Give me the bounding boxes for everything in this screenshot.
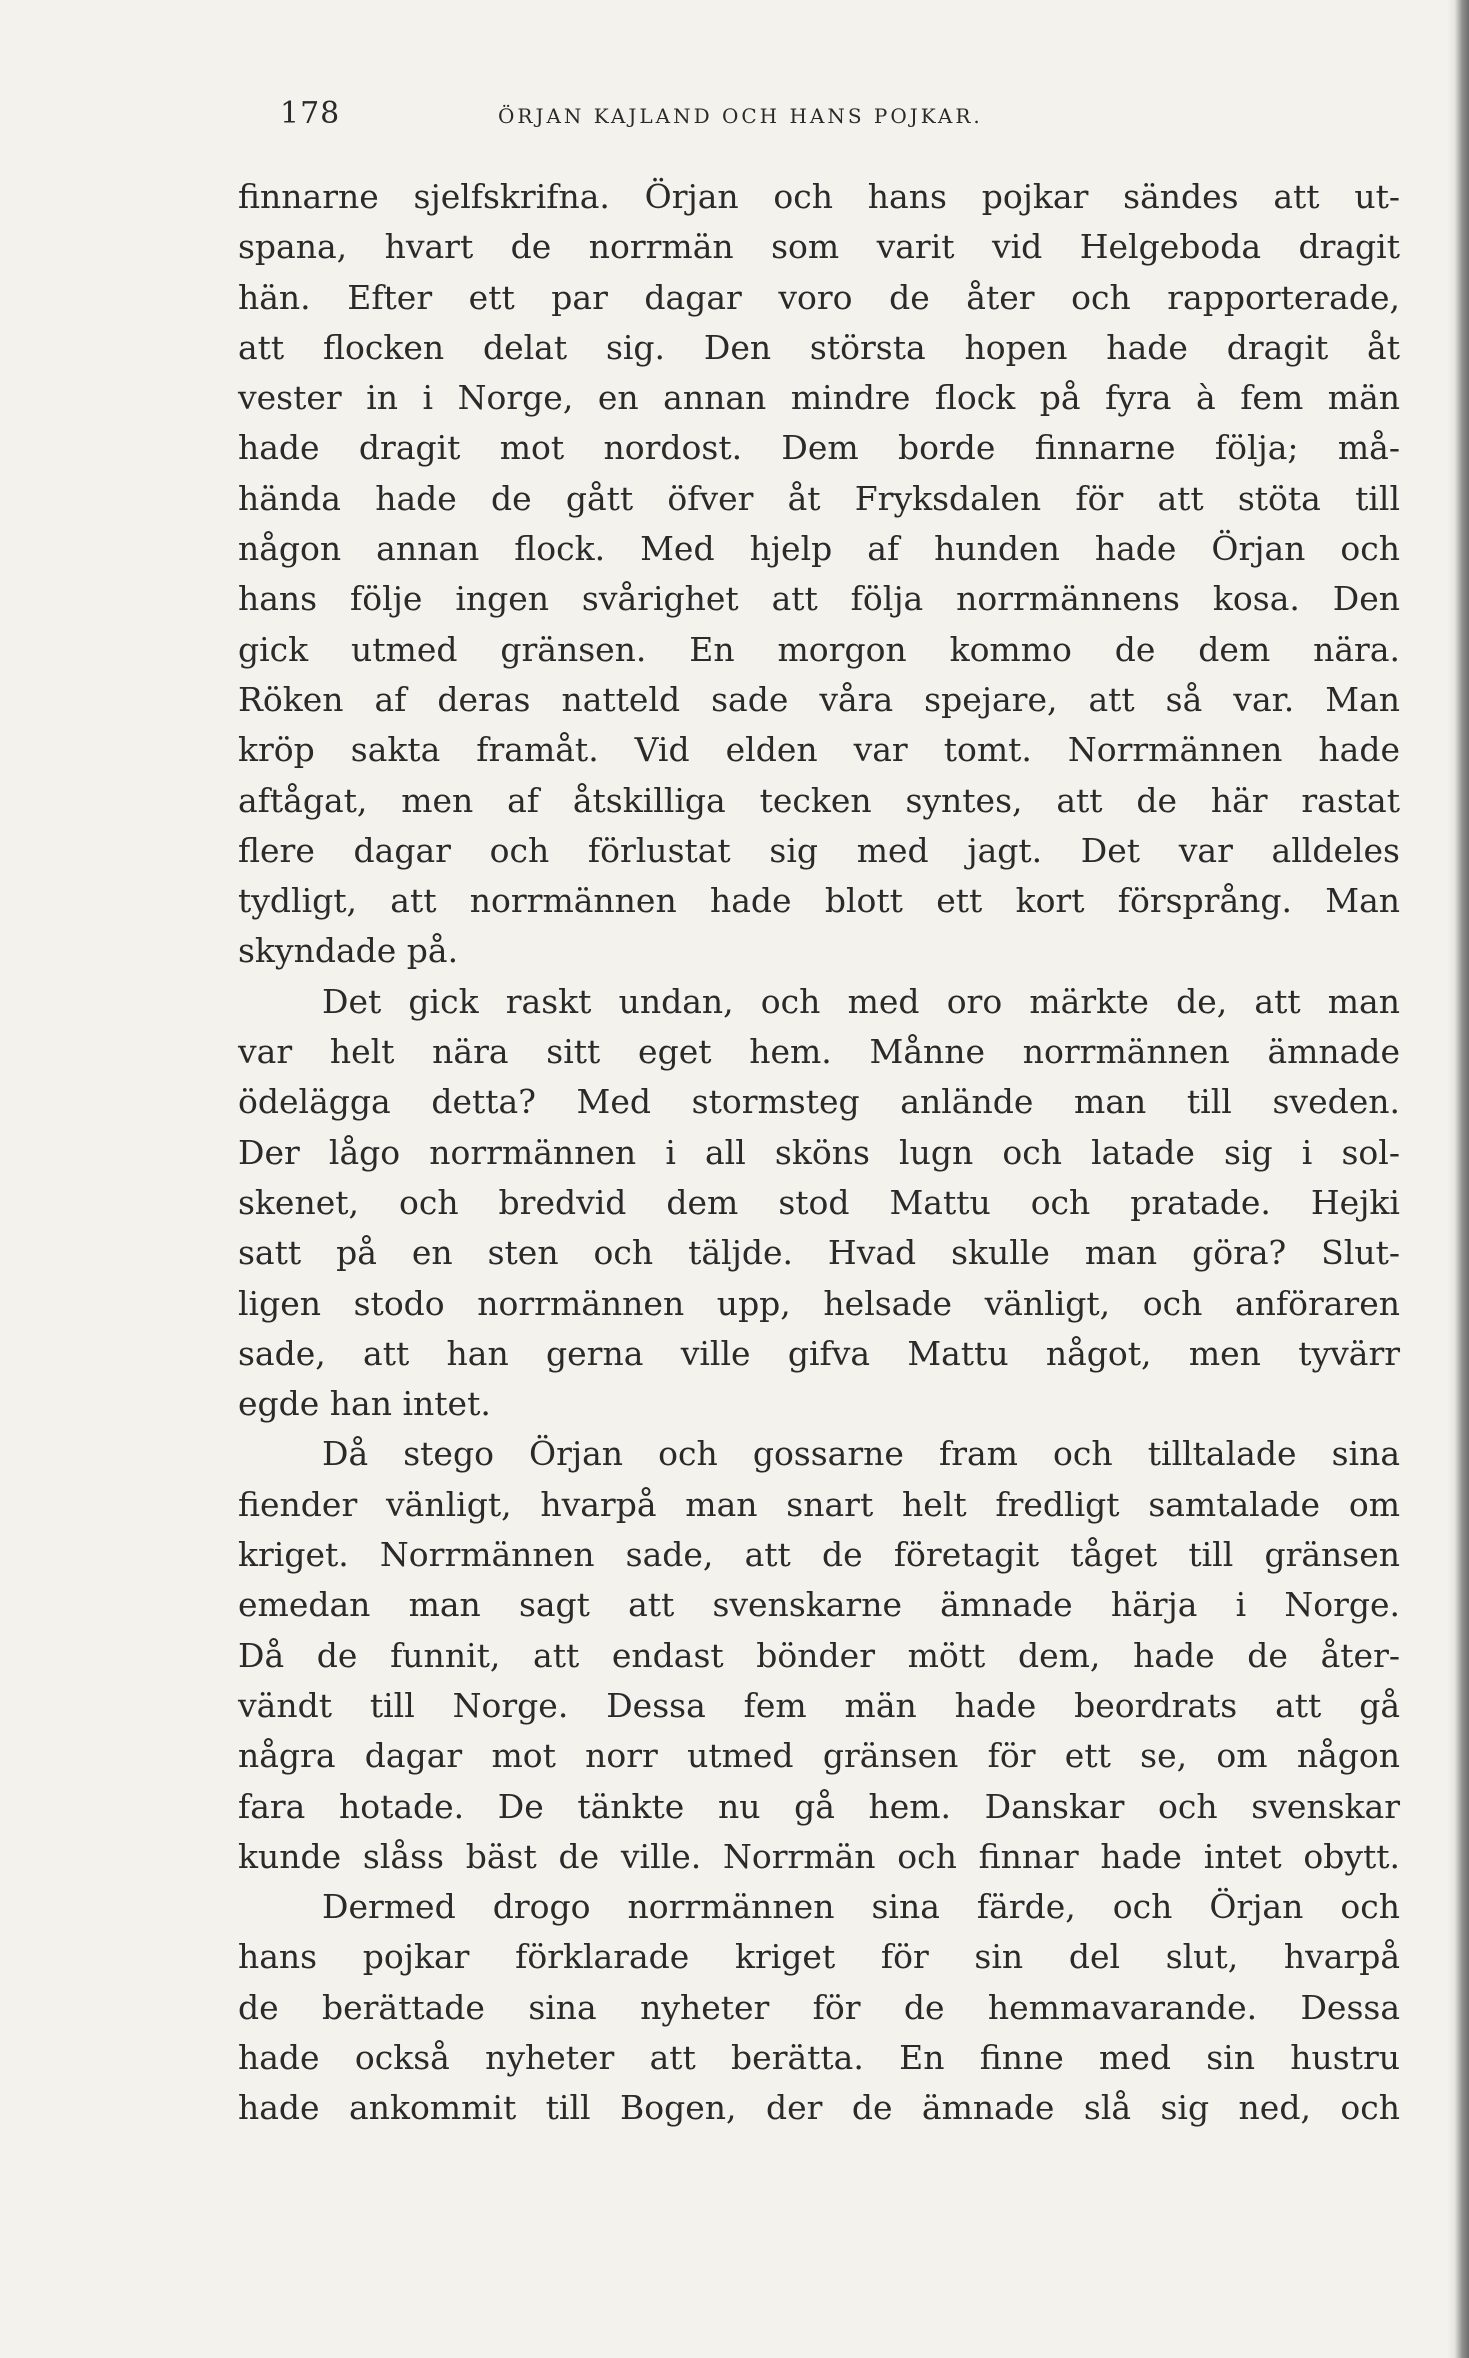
text-line: hade ankommit till Bogen, der de ämnade slå sig ned, och [238, 2088, 1400, 2128]
text-line: hade också nyheter att berätta. En finne med sin hustru [238, 2037, 1400, 2077]
text-line: egde han intet. [238, 1384, 491, 1424]
text-line: Der lågo norrmännen i all sköns lugn och latade sig i sol- [238, 1132, 1400, 1172]
text-line: vester in i Norge, en annan mindre flock på fyra à fem män [238, 378, 1400, 418]
text-line: tydligt, att norrmännen hade blott ett kort försprång. Man [238, 881, 1400, 921]
text-line: emedan man sagt att svenskarne ämnade härja i Norge. [238, 1585, 1400, 1625]
text-line: några dagar mot norr utmed gränsen för ett se, om någon [238, 1736, 1400, 1776]
text-line: kröp sakta framåt. Vid elden var tomt. Norrmännen hade [238, 730, 1400, 770]
text-line: finnarne sjelfskrifna. Örjan och hans pojkar sändes att ut- [238, 177, 1400, 216]
text-line: Dermed drogo norrmännen sina färde, och Örjan och [322, 1887, 1400, 1927]
text-line: kunde slåss bäst de ville. Norrmän och finnar hade intet obytt. [238, 1836, 1400, 1876]
page-number: 178 [280, 96, 341, 131]
text-line: Röken af deras natteld sade våra spejare, att så var. Man [238, 679, 1400, 719]
text-line: hade dragit mot nordost. Dem borde finnarne följa; må- [238, 428, 1400, 468]
text-line: de berättade sina nyheter för de hemmavarande. Dessa [238, 1987, 1400, 2027]
text-line: hans pojkar förklarade kriget för sin del slut, hvarpå [238, 1937, 1400, 1977]
text-line: spana, hvart de norrmän som varit vid Helgeboda dragit [238, 227, 1400, 267]
page-header [280, 96, 1180, 140]
text-line: hans följe ingen svårighet att följa norrmännens kosa. Den [238, 579, 1400, 619]
text-line: satt på en sten och täljde. Hvad skulle man göra? Slut- [238, 1233, 1400, 1273]
text-line: att flocken delat sig. Den största hopen hade dragit åt [238, 327, 1400, 367]
text-line: fiender vänligt, hvarpå man snart helt fredligt samtalade om [238, 1484, 1400, 1524]
text-line: sade, att han gerna ville gifva Mattu något, men tyvärr [238, 1333, 1400, 1373]
text-line: flere dagar och förlustat sig med jagt. Det var alldeles [238, 830, 1400, 870]
text-line: någon annan flock. Med hjelp af hunden hade Örjan och [238, 529, 1400, 569]
text-line: ödelägga detta? Med stormsteg anlände man till sveden. [238, 1082, 1400, 1122]
text-line: vändt till Norge. Dessa fem män hade beordrats att gå [238, 1685, 1400, 1725]
text-line: hän. Efter ett par dagar voro de åter och rapporterade, [238, 277, 1400, 317]
text-line: Då de funnit, att endast bönder mött dem, hade de åter- [238, 1635, 1400, 1675]
running-head: ÖRJAN KAJLAND OCH HANS POJKAR. [498, 104, 983, 128]
text-line: aftågat, men af åtskilliga tecken syntes, att de här rastat [238, 780, 1400, 820]
text-line: kriget. Norrmännen sade, att de företagit tåget till gränsen [238, 1535, 1400, 1575]
text-line: gick utmed gränsen. En morgon kommo de dem nära. [238, 629, 1400, 669]
text-line: hända hade de gått öfver åt Fryksdalen för att stöta till [238, 478, 1400, 518]
text-line: Då stego Örjan och gossarne fram och tilltalade sina [322, 1434, 1400, 1474]
text-line: fara hotade. De tänkte nu gå hem. Danskar och svenskar [238, 1786, 1400, 1826]
text-line: Det gick raskt undan, och med oro märkte de, att man [322, 981, 1400, 1021]
page-edge-shadow [1447, 0, 1469, 2358]
text-line: skyndade på. [238, 931, 459, 971]
text-line: var helt nära sitt eget hem. Månne norrmännen ämnade [238, 1032, 1400, 1072]
body-text [238, 172, 1400, 2134]
text-line: skenet, och bredvid dem stod Mattu och pratade. Hejki [238, 1182, 1400, 1222]
text-line: ligen stodo norrmännen upp, helsade vänligt, och anföraren [238, 1283, 1400, 1323]
